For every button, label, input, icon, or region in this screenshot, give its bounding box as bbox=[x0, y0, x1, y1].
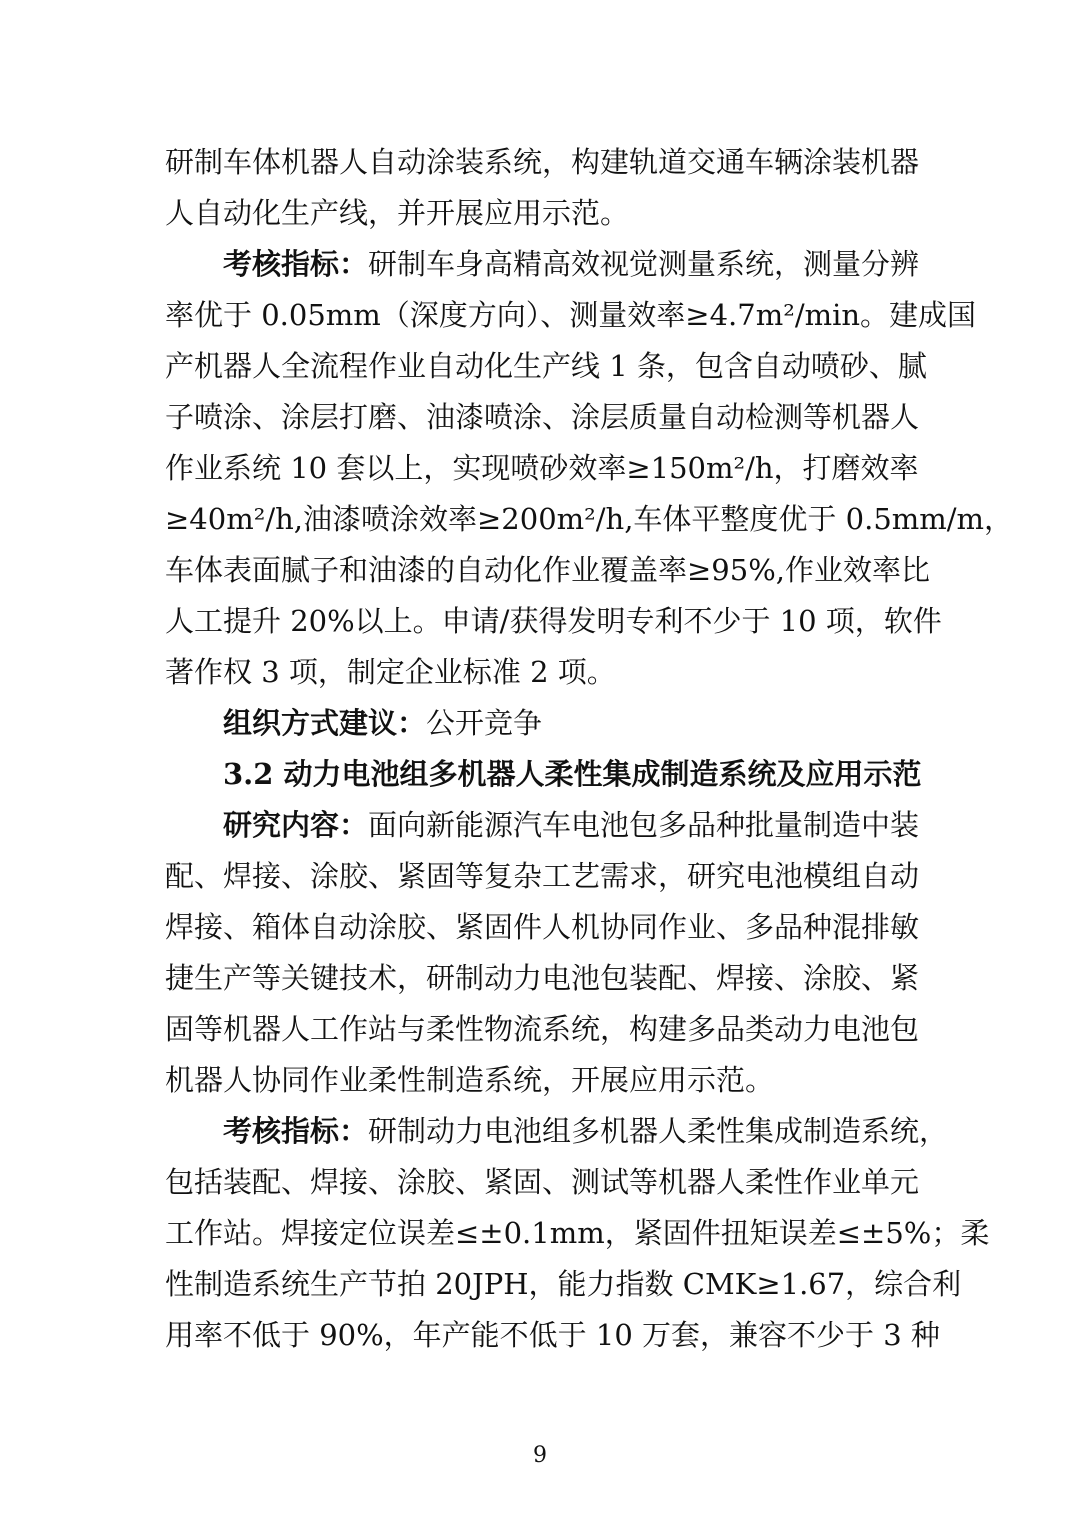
text-line: 率优于 0.05mm（深度方向）、测量效率≥4.7m²/min。建成国 bbox=[165, 298, 977, 332]
section-heading: 3.2 动力电池组多机器人柔性集成制造系统及应用示范 bbox=[223, 757, 922, 791]
text-line bbox=[223, 247, 920, 281]
text-line: ≥40m²/h,油漆喷涂效率≥200m²/h,车体平整度优于 0.5mm/m， bbox=[165, 502, 1014, 536]
text-line: 捷生产等关键技术，研制动力电池包装配、焊接、涂胶、紧 bbox=[165, 961, 920, 995]
text-line: 固等机器人工作站与柔性物流系统，构建多品类动力电池包 bbox=[165, 1012, 920, 1046]
text-span: 研制车身高精高效视觉测量系统，测量分辨 bbox=[368, 247, 920, 281]
text-line: 人自动化生产线，并开展应用示范。 bbox=[165, 196, 630, 230]
text-line: 人工提升 20%以上。申请/获得发明专利不少于 10 项，软件 bbox=[165, 604, 942, 638]
label-assessment: 考核指标： bbox=[223, 247, 369, 281]
label-research: 研究内容： bbox=[223, 808, 369, 842]
page-number: 9 bbox=[533, 1443, 547, 1468]
text-line: 作业系统 10 套以上，实现喷砂效率≥150m²/h，打磨效率 bbox=[165, 451, 919, 485]
text-line: 机器人协同作业柔性制造系统，开展应用示范。 bbox=[165, 1063, 775, 1097]
text-line: 包括装配、焊接、涂胶、紧固、测试等机器人柔性作业单元 bbox=[165, 1165, 920, 1199]
text-line: 性制造系统生产节拍 20JPH，能力指数 CMK≥1.67，综合利 bbox=[165, 1267, 962, 1301]
text-line: 著作权 3 项，制定企业标准 2 项。 bbox=[165, 655, 616, 689]
text-span: 面向新能源汽车电池包多品种批量制造中装 bbox=[368, 808, 920, 842]
text-line: 用率不低于 90%，年产能不低于 10 万套，兼容不少于 3 种 bbox=[165, 1318, 940, 1352]
text-line bbox=[223, 706, 915, 740]
text-line: 配、焊接、涂胶、紧固等复杂工艺需求，研究电池模组自动 bbox=[165, 859, 920, 893]
label-organization: 组织方式建议： bbox=[223, 706, 427, 740]
text-line: 焊接、箱体自动涂胶、紧固件人机协同作业、多品种混排敏 bbox=[165, 910, 920, 944]
text-span: 公开竞争 bbox=[426, 706, 543, 740]
text-line bbox=[223, 808, 920, 842]
text-line: 研制车体机器人自动涂装系统，构建轨道交通车辆涂装机器 bbox=[165, 145, 920, 179]
text-line: 车体表面腻子和油漆的自动化作业覆盖率≥95%,作业效率比 bbox=[165, 553, 930, 587]
label-assessment-2: 考核指标： bbox=[223, 1114, 369, 1148]
text-span: 研制动力电池组多机器人柔性集成制造系统， bbox=[368, 1114, 949, 1148]
text-line: 产机器人全流程作业自动化生产线 1 条，包含自动喷砂、腻 bbox=[165, 349, 927, 383]
text-line: 子喷涂、涂层打磨、油漆喷涂、涂层质量自动检测等机器人 bbox=[165, 400, 920, 434]
text-line: 工作站。焊接定位误差≤±0.1mm，紧固件扭矩误差≤±5%；柔 bbox=[165, 1216, 990, 1250]
text-line bbox=[223, 1114, 949, 1148]
